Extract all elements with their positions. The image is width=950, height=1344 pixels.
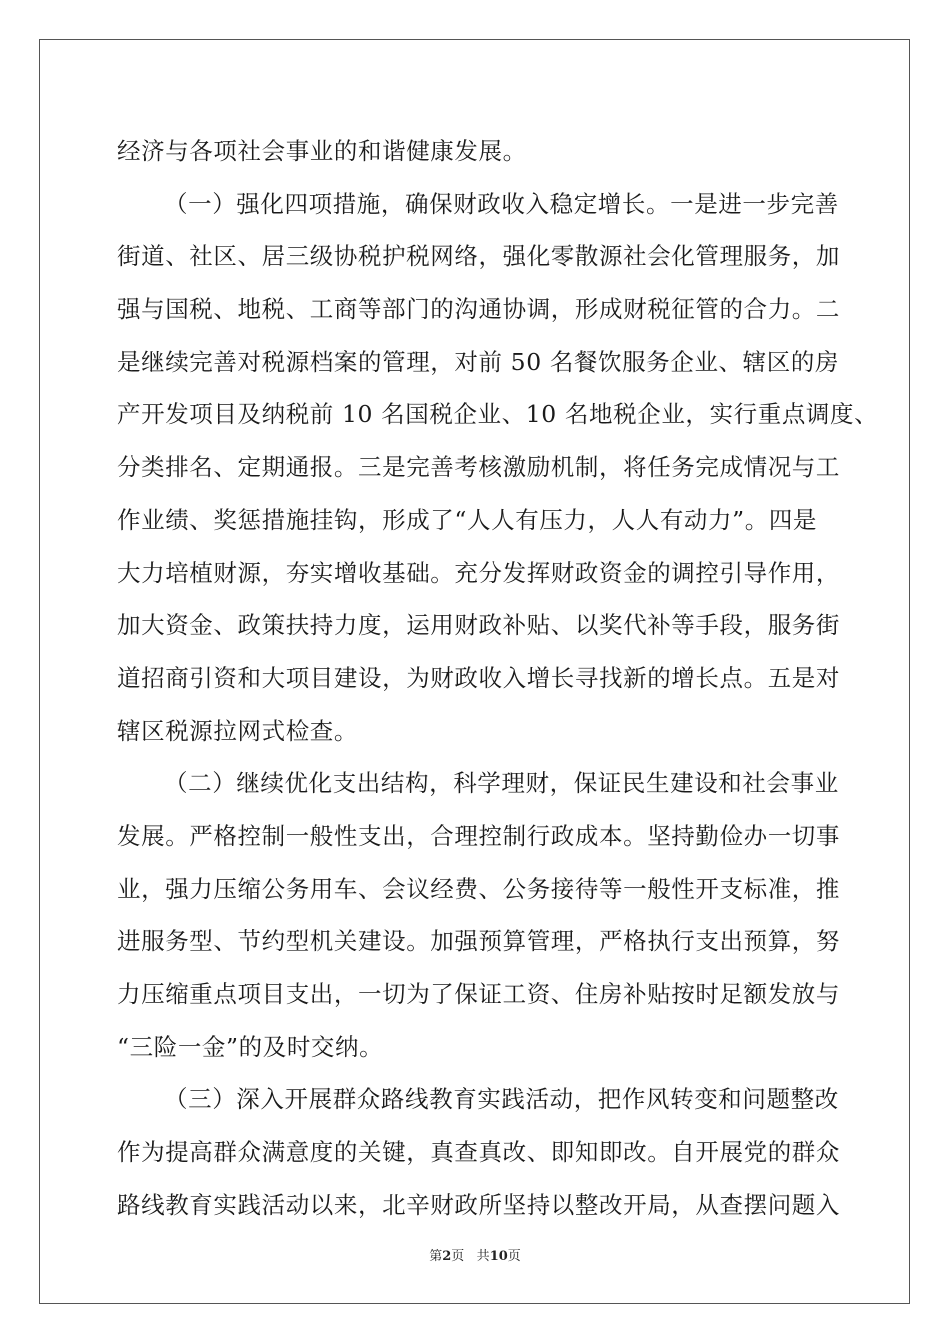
text-line: 道招商引资和大项目建设，为财政收入增长寻找新的增长点。五是对 [117, 663, 840, 692]
text-line: （一）强化四项措施，确保财政收入稳定增长。一是进一步完善 [164, 189, 839, 218]
text-line: 产开发项目及纳税前 10 名国税企业、10 名地税企业，实行重点调度、 [117, 400, 879, 429]
total-prefix: 共 [476, 1249, 490, 1264]
text-line: 辖区税源拉网式检查。 [117, 716, 358, 745]
total-pages: 10 [489, 1249, 508, 1264]
text-line: 强与国税、地税、工商等部门的沟通协调，形成财税征管的合力。二 [117, 295, 840, 324]
text-line: （三）深入开展群众路线教育实践活动，把作风转变和问题整改 [164, 1085, 839, 1114]
text-line: 街道、社区、居三级协税护税网络，强化零散源社会化管理服务，加 [117, 242, 840, 271]
text-line: “三险一金”的及时交纳。 [117, 1032, 384, 1061]
text-line: 作为提高群众满意度的关键，真查真改、即知即改。自开展党的群众 [117, 1138, 840, 1167]
text-line: （二）继续优化支出结构，科学理财，保证民生建设和社会事业 [164, 769, 839, 798]
text-line: 进服务型、节约型机关建设。加强预算管理，严格执行支出预算，努 [117, 927, 840, 956]
text-line: 业，强力压缩公务用车、会议经费、公务接待等一般性开支标准，推 [117, 874, 840, 903]
document-body [117, 125, 879, 1231]
page-prefix: 第 [429, 1249, 443, 1264]
text-line: 是继续完善对税源档案的管理，对前 50 名餐饮服务企业、辖区的房 [117, 347, 840, 376]
text-line: 作业绩、奖惩措施挂钩，形成了“人人有压力，人人有动力”。四是 [117, 505, 818, 534]
text-line: 力压缩重点项目支出，一切为了保证工资、住房补贴按时足额发放与 [117, 980, 840, 1008]
page-footer [0, 1248, 950, 1266]
text-line: 经济与各项社会事业的和谐健康发展。 [117, 137, 527, 165]
total-suffix: 页 [507, 1249, 521, 1264]
text-line: 路线教育实践活动以来，北辛财政所坚持以整改开局，从查摆问题入 [117, 1190, 840, 1219]
text-line: 加大资金、政策扶持力度，运用财政补贴、以奖代补等手段，服务街 [117, 611, 840, 640]
page-number: 2 [442, 1249, 452, 1264]
text-line: 大力培植财源，夯实增收基础。充分发挥财政资金的调控引导作用， [117, 558, 840, 587]
page-suffix: 页 [451, 1249, 465, 1264]
text-line: 发展。严格控制一般性支出，合理控制行政成本。坚持勤俭办一切事 [117, 821, 840, 850]
text-line: 分类排名、定期通报。三是完善考核激励机制，将任务完成情况与工 [117, 453, 840, 482]
